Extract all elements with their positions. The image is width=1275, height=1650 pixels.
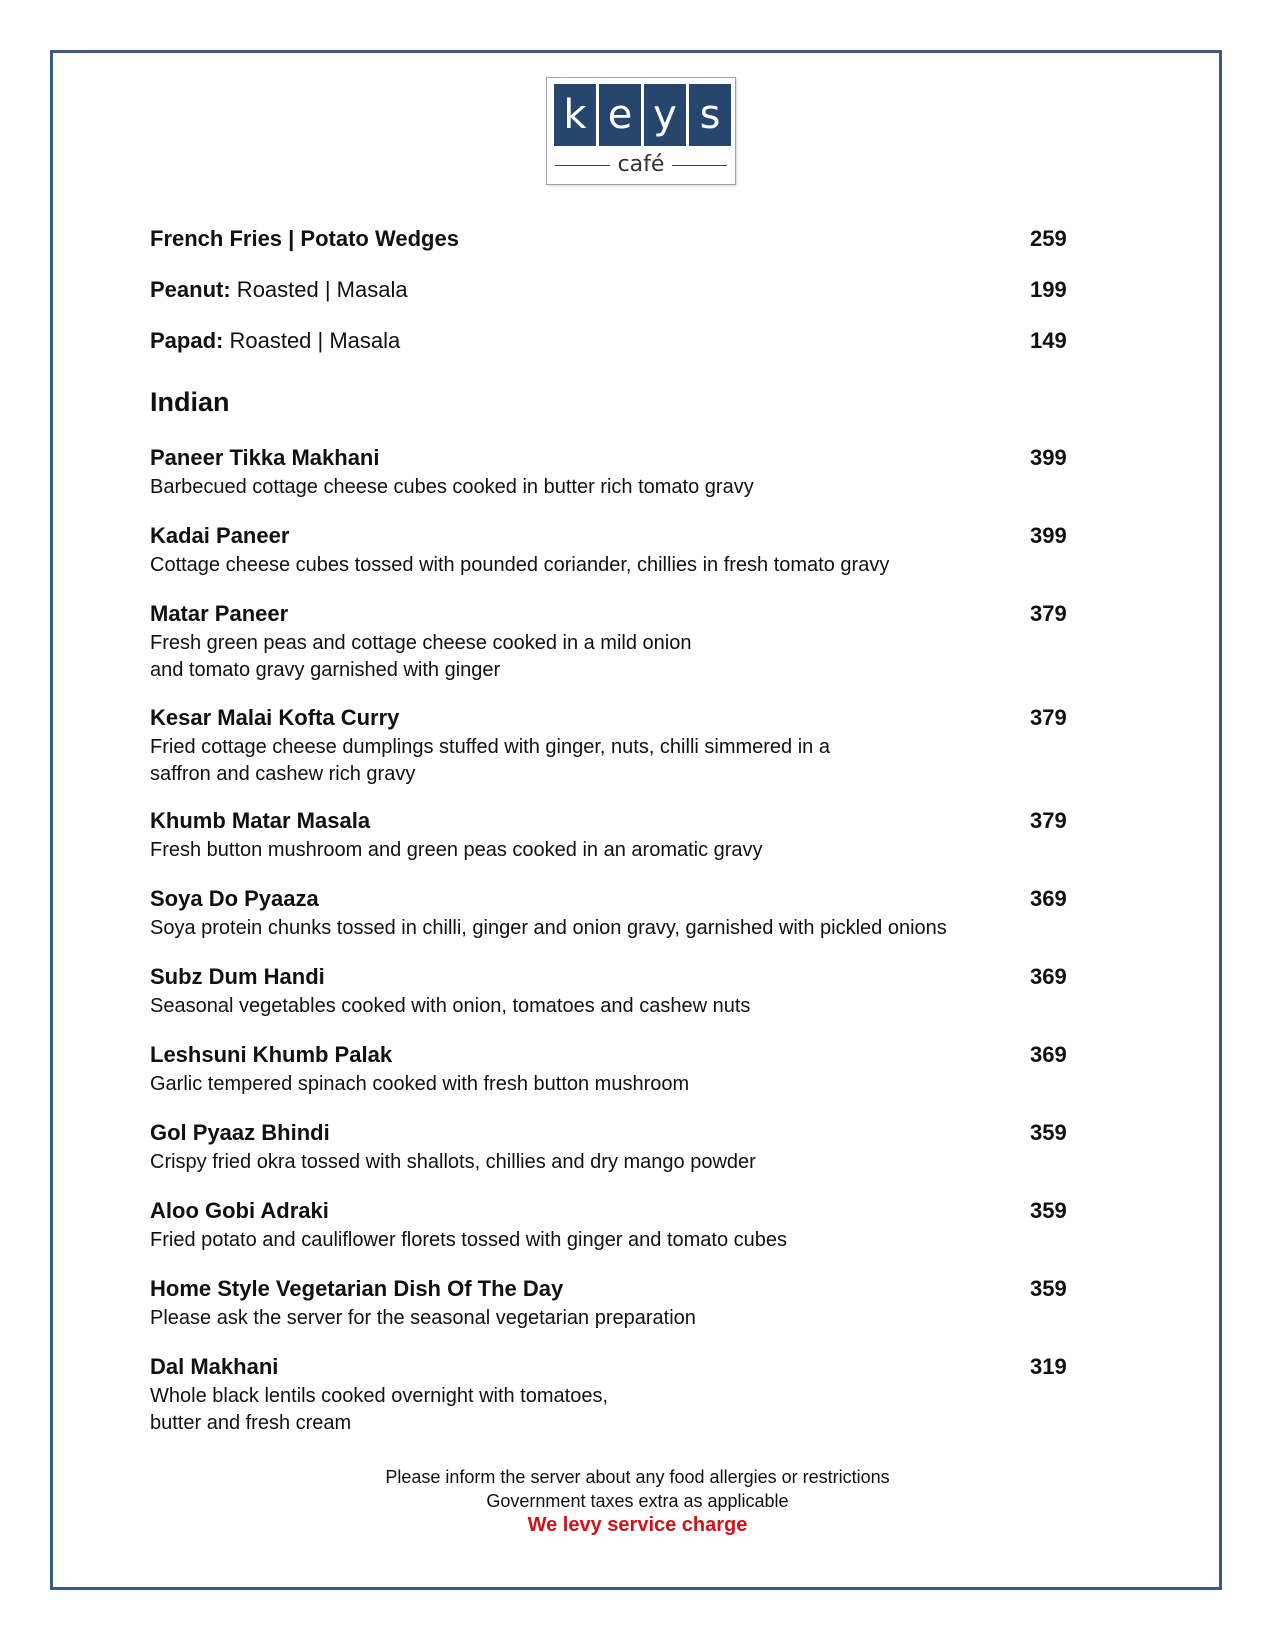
logo-rule-right — [672, 165, 727, 166]
item-name: French Fries | Potato Wedges — [150, 226, 459, 251]
item-description — [150, 630, 1090, 684]
menu-item — [150, 964, 1090, 1020]
description-line: and tomato gravy garnished with ginger — [150, 659, 501, 681]
item-price: 379 — [1030, 601, 1067, 626]
item-name: Home Style Vegetarian Dish Of The Day — [150, 1276, 564, 1301]
item-name: Peanut: — [150, 277, 231, 302]
item-name: Matar Paneer — [150, 601, 289, 626]
logo-letter: s — [689, 84, 731, 146]
menu-item — [150, 808, 1090, 864]
tax-note: Government taxes extra as applicable — [486, 1491, 789, 1511]
menu-item — [150, 226, 1090, 252]
item-description — [150, 1149, 1090, 1176]
menu-item — [150, 328, 1090, 354]
description-line: butter and fresh cream — [150, 1412, 352, 1434]
description-line: Crispy fried okra tossed with shallots, chillies and dry mango powder — [150, 1151, 756, 1173]
item-description — [150, 993, 1090, 1020]
menu-item — [150, 1198, 1090, 1254]
service-charge-note: We levy service charge — [527, 1514, 748, 1536]
item-price: 399 — [1030, 445, 1067, 470]
item-price: 379 — [1030, 705, 1067, 730]
description-line: Fried potato and cauliflower florets tossed with ginger and tomato cubes — [150, 1229, 788, 1251]
menu-item — [150, 1120, 1090, 1176]
menu-item — [150, 277, 1090, 303]
allergy-note: Please inform the server about any food allergies or restrictions — [385, 1467, 890, 1487]
logo-word: café — [617, 152, 665, 177]
item-price: 149 — [1030, 328, 1067, 353]
logo-letter: k — [554, 84, 596, 146]
description-line: saffron and cashew rich gravy — [150, 763, 416, 785]
item-price: 359 — [1030, 1276, 1067, 1301]
description-line: Whole black lentils cooked overnight with tomatoes, — [150, 1385, 609, 1407]
item-description — [150, 1227, 1090, 1254]
item-name: Kadai Paneer — [150, 523, 290, 548]
item-name: Subz Dum Handi — [150, 964, 325, 989]
item-description — [150, 474, 1090, 501]
menu-item — [150, 1276, 1090, 1332]
item-name: Soya Do Pyaaza — [150, 886, 319, 911]
item-price: 369 — [1030, 964, 1067, 989]
keys-cafe-logo — [546, 77, 736, 185]
item-description — [150, 1383, 1090, 1437]
item-name: Paneer Tikka Makhani — [150, 445, 380, 470]
item-description — [150, 552, 1090, 579]
logo-letter: y — [644, 84, 686, 146]
menu-item — [150, 445, 1090, 501]
item-price: 369 — [1030, 1042, 1067, 1067]
item-name: Kesar Malai Kofta Curry — [150, 705, 400, 730]
description-line: Soya protein chunks tossed in chilli, ginger and onion gravy, garnished with pickled onions — [150, 917, 947, 939]
description-line: Garlic tempered spinach cooked with fresh button mushroom — [150, 1073, 690, 1095]
item-name: Papad: — [150, 328, 224, 353]
menu-item — [150, 886, 1090, 942]
item-name: Khumb Matar Masala — [150, 808, 371, 833]
menu-item — [150, 523, 1090, 579]
item-description — [150, 1305, 1090, 1332]
description-line: Barbecued cottage cheese cubes cooked in butter rich tomato gravy — [150, 476, 754, 498]
item-price: 399 — [1030, 523, 1067, 548]
menu-item — [150, 1354, 1090, 1437]
description-line: Seasonal vegetables cooked with onion, tomatoes and cashew nuts — [150, 995, 751, 1017]
item-price: 319 — [1030, 1354, 1067, 1379]
item-description — [150, 734, 1090, 788]
description-line: Fried cottage cheese dumplings stuffed with ginger, nuts, chilli simmered in a — [150, 736, 830, 758]
item-name: Leshsuni Khumb Palak — [150, 1042, 393, 1067]
item-price: 359 — [1030, 1120, 1067, 1145]
item-price: 379 — [1030, 808, 1067, 833]
item-price: 259 — [1030, 226, 1067, 251]
section-title: Indian — [150, 387, 230, 417]
footer-notes — [0, 1465, 1275, 1537]
item-name: Gol Pyaaz Bhindi — [150, 1120, 330, 1145]
item-description — [150, 915, 1090, 942]
item-name: Dal Makhani — [150, 1354, 279, 1379]
menu-item — [150, 1042, 1090, 1098]
item-options: Roasted | Masala — [230, 277, 408, 302]
menu-item — [150, 601, 1090, 684]
menu-item — [150, 705, 1090, 788]
item-options: Roasted | Masala — [223, 328, 401, 353]
item-description — [150, 837, 1090, 864]
item-price: 369 — [1030, 886, 1067, 911]
item-price: 359 — [1030, 1198, 1067, 1223]
item-name: Aloo Gobi Adraki — [150, 1198, 329, 1223]
item-description — [150, 1071, 1090, 1098]
description-line: Fresh button mushroom and green peas cooked in an aromatic gravy — [150, 839, 763, 861]
description-line: Please ask the server for the seasonal vegetarian preparation — [150, 1307, 696, 1329]
logo-rule-left — [555, 165, 610, 166]
description-line: Fresh green peas and cottage cheese cooked in a mild onion — [150, 632, 692, 654]
logo-letter: e — [599, 84, 641, 146]
description-line: Cottage cheese cubes tossed with pounded coriander, chillies in fresh tomato gravy — [150, 554, 890, 576]
item-price: 199 — [1030, 277, 1067, 302]
